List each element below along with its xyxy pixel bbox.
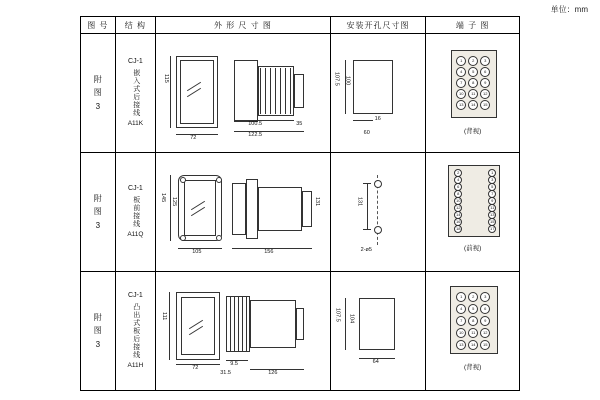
terminal-dot[interactable]: 8	[468, 78, 478, 88]
terminal-dot[interactable]: 14	[468, 340, 478, 350]
drawing-no-line2: 图	[93, 326, 102, 336]
terminal-dot[interactable]: 9	[488, 197, 496, 205]
header-structure: 结 构	[115, 17, 156, 34]
dim-hole-131: 131	[356, 197, 363, 207]
cell-structure	[115, 272, 156, 391]
terminal-dot[interactable]: 1	[456, 56, 466, 66]
terminal-dot[interactable]: 13	[456, 340, 466, 350]
terminal-dot[interactable]: 10	[456, 328, 466, 338]
terminal-dot[interactable]: 11	[490, 205, 495, 210]
spec-table	[80, 16, 520, 391]
table-row	[81, 272, 520, 391]
table-row	[81, 34, 520, 153]
drawing-no-line2: 图	[93, 88, 102, 98]
terminal-dot[interactable]: 4	[456, 304, 466, 314]
header-terminal: 端 子 图	[426, 17, 520, 34]
dim-hole-16: 16	[374, 116, 381, 122]
structure-code: CJ-1	[128, 185, 143, 193]
dim-outline-72: 72	[192, 365, 199, 371]
dim-outline-35: 35	[296, 121, 303, 127]
terminal-caption: (背视)	[463, 128, 482, 135]
table-row	[81, 153, 520, 272]
structure-code: CJ-1	[128, 292, 143, 300]
dim-outline-72: 72	[190, 135, 197, 141]
terminal-dot[interactable]: 15	[480, 340, 490, 350]
terminal-dot[interactable]: 4	[454, 176, 462, 184]
cell-outline-drawing	[156, 272, 330, 391]
dim-outline-156: 156	[264, 249, 274, 255]
dim-outline-145: 145	[160, 193, 167, 203]
terminal-dot[interactable]: 13	[490, 212, 495, 217]
cell-drawing-no	[81, 272, 116, 391]
terminal-dot[interactable]: 3	[480, 56, 490, 66]
drawing-no-line1: 附	[93, 193, 102, 203]
terminal-dot[interactable]: 8	[454, 190, 462, 198]
dim-outline-31-5: 31.5	[220, 370, 231, 376]
dim-hole-60: 60	[363, 130, 370, 136]
drawing-no-line3: 3	[95, 339, 101, 349]
cell-terminal-drawing	[426, 34, 520, 153]
dim-outline-125: 125	[171, 197, 178, 207]
drawing-no-line2: 图	[93, 207, 102, 217]
terminal-caption: (背视)	[463, 364, 482, 371]
cell-terminal-drawing	[426, 272, 520, 391]
terminal-dot[interactable]: 2	[468, 292, 478, 302]
terminal-dot[interactable]: 17	[490, 226, 495, 231]
dim-hole-100: 100	[344, 76, 351, 86]
drawing-no-line3: 3	[95, 101, 101, 111]
terminal-dot[interactable]: 4	[456, 67, 466, 77]
cell-drawing-no	[81, 34, 116, 153]
dim-outline-131: 131	[314, 197, 321, 207]
terminal-dot[interactable]: 12	[480, 89, 490, 99]
dim-outline-126: 126	[268, 370, 278, 376]
dim-hole-2xd5: 2-ø5	[360, 247, 372, 253]
terminal-dot[interactable]: 16	[456, 219, 461, 224]
dim-outline-100-5: 100.5	[248, 121, 262, 127]
cell-outline-drawing	[156, 34, 330, 153]
terminal-dot[interactable]: 12	[456, 205, 461, 210]
terminal-dot[interactable]: 15	[480, 100, 490, 110]
dim-outline-115: 115	[163, 74, 170, 83]
terminal-dot[interactable]: 10	[456, 89, 466, 99]
terminal-caption: (前视)	[463, 245, 482, 252]
structure-text: 凸出式板后接线	[132, 302, 140, 359]
cell-structure	[115, 153, 156, 272]
terminal-dot[interactable]: 6	[454, 183, 462, 191]
structure-model: A11H	[127, 361, 144, 369]
terminal-dot[interactable]: 15	[490, 219, 495, 224]
dim-outline-105: 105	[192, 249, 202, 255]
terminal-dot[interactable]: 14	[468, 100, 478, 110]
header-outline: 外 形 尺 寸 图	[156, 17, 330, 34]
structure-code: CJ-1	[128, 58, 143, 66]
cell-terminal-drawing	[426, 153, 520, 272]
structure-model: A11K	[127, 119, 144, 127]
terminal-dot[interactable]: 2	[468, 56, 478, 66]
terminal-dot[interactable]: 7	[456, 78, 466, 88]
terminal-dot[interactable]: 1	[488, 169, 496, 177]
terminal-dot[interactable]: 14	[456, 212, 461, 217]
drawing-no-line1: 附	[93, 74, 102, 84]
terminal-dot[interactable]: 12	[480, 328, 490, 338]
terminal-dot[interactable]: 18	[456, 226, 461, 231]
terminal-dot[interactable]: 10	[456, 198, 461, 203]
header-drawing-no: 图 号	[81, 17, 116, 34]
terminal-dot[interactable]: 8	[468, 316, 478, 326]
terminal-dot[interactable]: 13	[456, 100, 466, 110]
terminal-dot[interactable]: 9	[480, 316, 490, 326]
terminal-dot[interactable]: 3	[488, 176, 496, 184]
cell-hole-drawing	[330, 34, 426, 153]
terminal-dot[interactable]: 3	[480, 292, 490, 302]
drawing-no-line3: 3	[95, 220, 101, 230]
terminal-dot[interactable]: 6	[480, 67, 490, 77]
structure-text: 板前接线	[132, 195, 140, 228]
terminal-dot[interactable]: 7	[456, 316, 466, 326]
drawing-no-line1: 附	[93, 312, 102, 322]
terminal-dot[interactable]: 5	[468, 67, 478, 77]
terminal-dot[interactable]: 1	[456, 292, 466, 302]
header-mounting-hole: 安装开孔尺寸图	[330, 17, 426, 34]
dim-hole-64: 64	[372, 359, 379, 365]
terminal-dot[interactable]: 11	[468, 328, 478, 338]
terminal-dot[interactable]: 5	[488, 183, 496, 191]
dim-outline-111: 111	[161, 312, 168, 321]
structure-model: A11Q	[127, 230, 144, 238]
terminal-dot[interactable]: 6	[480, 304, 490, 314]
cell-hole-drawing	[330, 272, 426, 391]
cell-outline-drawing	[156, 153, 330, 272]
cell-structure	[115, 34, 156, 153]
dim-hole-104: 104	[348, 314, 355, 324]
terminal-dot[interactable]: 2	[454, 169, 462, 177]
table-header-row	[81, 17, 520, 34]
terminal-dot[interactable]: 5	[468, 304, 478, 314]
cell-drawing-no	[81, 153, 116, 272]
terminal-dot[interactable]: 9	[480, 78, 490, 88]
dim-hole-107-5: 107.5	[333, 72, 340, 86]
unit-note: 单位：mm	[550, 5, 588, 14]
terminal-dot[interactable]: 7	[488, 190, 496, 198]
terminal-dot[interactable]: 11	[468, 89, 478, 99]
dim-outline-9-5: 9.5	[230, 361, 238, 367]
dim-outline-122-5: 122.5	[248, 132, 262, 138]
cell-hole-drawing	[330, 153, 426, 272]
dim-hole-107-5: 107.5	[334, 308, 341, 322]
structure-text: 嵌入式后接线	[132, 68, 140, 117]
